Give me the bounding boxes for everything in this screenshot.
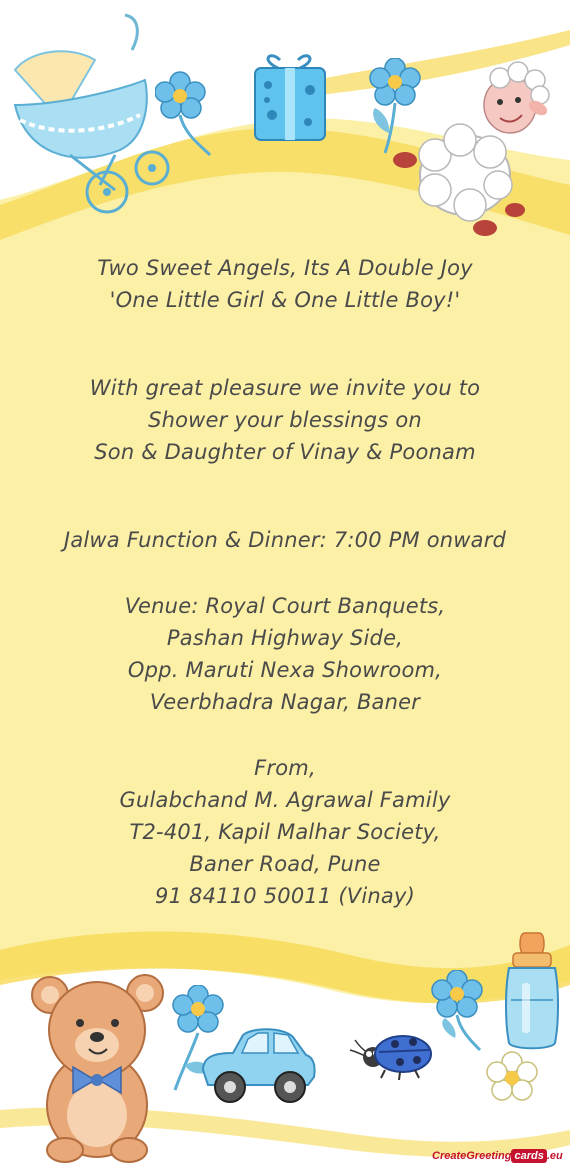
teddy-bear-icon [25, 965, 175, 1165]
venue-line-3: Opp. Maruti Nexa Showroom, [127, 658, 443, 682]
title-line-1: Two Sweet Angels, Its A Double Joy [97, 256, 473, 280]
flower-icon [155, 70, 220, 160]
from-line-3: Baner Road, Pune [189, 852, 381, 876]
from-line-2: T2-401, Kapil Malhar Society, [129, 820, 441, 844]
watermark-suffix: .eu [546, 1150, 563, 1162]
watermark-prefix: CreateGreeting [432, 1150, 512, 1162]
watermark-logo [432, 1150, 563, 1162]
baby-bottle-icon [497, 928, 567, 1058]
venue-line-2: Pashan Highway Side, [166, 626, 404, 650]
invitation-text [0, 252, 570, 912]
from-label: From, [254, 756, 316, 780]
watermark-box: cards [511, 1149, 546, 1163]
event-line: Jalwa Function & Dinner: 7:00 PM onward [63, 528, 507, 552]
flower-icon [425, 970, 490, 1060]
flower-icon [485, 1050, 540, 1105]
invite-line-3: Son & Daughter of Vinay & Poonam [94, 440, 476, 464]
from-line-4: 91 84110 50011 (Vinay) [155, 884, 415, 908]
title-line-2: 'One Little Girl & One Little Boy!' [109, 288, 461, 312]
from-line-1: Gulabchand M. Agrawal Family [119, 788, 451, 812]
gift-box-icon [250, 50, 330, 145]
baby-pram-icon [0, 10, 170, 215]
sheep-icon [390, 60, 565, 240]
venue-line-4: Veerbhadra Nagar, Baner [149, 690, 421, 714]
venue-line-1: Venue: Royal Court Banquets, [124, 594, 446, 618]
invite-line-1: With great pleasure we invite you to [89, 376, 481, 400]
toy-car-icon [198, 1025, 318, 1110]
invite-line-2: Shower your blessings on [148, 408, 422, 432]
ladybug-icon [345, 1032, 435, 1082]
